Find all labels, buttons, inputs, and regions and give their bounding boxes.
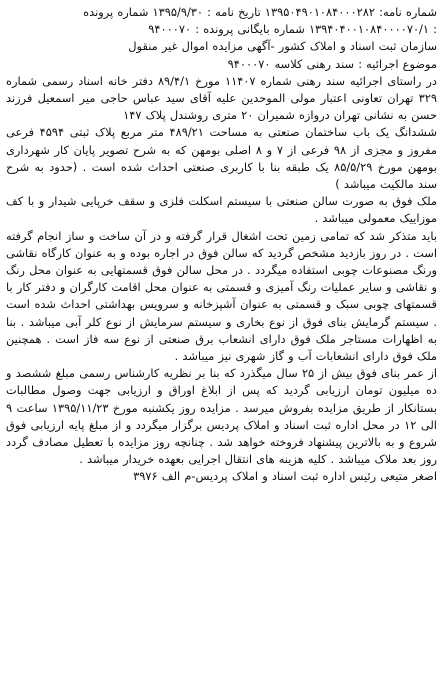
execution-subject: موضوع اجرائیه : سند رهنی کلاسه ۹۴۰۰۰۷۰ (227, 56, 437, 71)
letter-number-line: شماره نامه: ۱۳۹۵۰۴۹۰۱۰۸۴۰۰۰۲۸۲ تاریخ نامه : ۱۳۹۵/۹/۳۰ شماره پرونده (83, 5, 437, 19)
paragraph-auction-terms: از عمر بنای فوق بیش از ۲۵ سال میگذرد که بنا بر نظریه کارشناس رسمی مبلغ ششصد و ده میلیون تومان ارزیابی گردید که پس از ابلاغ اوراق و ارزیابی جهت وصول مطالبات بستانکار از طریق مزایده بفروش میرسد . مزایده روز یکشنبه مورخ ۱۳۹۵/۱۱/۲۳ ساعت ۹ الی ۱۲ در محل اداره ثبت اسناد و املاک پردیس برگزار میگردد و از مبلغ پایه ارزیابی فوق شروع و به بالاترین پیشنهاد فروخته خواهد شد . چنانچه روز مزایده با تعطیل مصادف گردد روز بعد ملاک میباشد . کلیه هزینه های انتقال اجرایی بعهده خریدار میباشد . (6, 366, 438, 467)
paragraph-property-description: ششدانگ یک باب ساختمان صنعتی به مساحت ۴۸۹/۲۱ متر مربع پلاک ثبتی ۴۵۹۴ فرعی مفروز و مجزی از ۹۸ فرعی از ۷ و ۸ اصلی بومهن که به شرح تصویر پایان کار شهرداری بومهن مورخ ۸۵/۵/۲۹ یک طبقه بنا با کاربری صنعتی احداث شده است . (حدود به شرح سند مالکیت میباشد ) (6, 125, 437, 192)
paragraph-execution-context: در راستای اجرائیه سند رهنی شماره ۱۱۴۰۷ مورخ ۸۹/۴/۱ دفتر خانه اسناد رسمی شماره ۳۲۹ تهران تعاونی اعتبار مولی الموحدین علیه آقای سید عباس حاجی میر اسمعیل فرزند حسن به نشانی تهران دروازه شمیران ۲۰ متری روشندل پلاک ۱۴۷ (6, 73, 438, 123)
signature-line: اصغر متیعی رئیس اداره ثبت اسناد و املاک پردیس-م الف ۳۹۷۶ (133, 469, 437, 484)
file-number-line: : ۱۳۹۴۰۴۰۰۱۰۸۴۰۰۰۰۷۰/۱ شماره بایگانی پرونده : ۹۴۰۰۰۷۰ (148, 22, 437, 37)
organization-title: سازمان ثبت اسناد و املاک کشور -آگهی مزایده اموال غیر منقول (128, 39, 437, 54)
paragraph-building-structure: ملک فوق به صورت سالن صنعتی با سیستم اسکلت فلزی و سقف خرپایی شیدار و با کف موزاییک معمولی میباشد . (6, 194, 437, 226)
paragraph-site-inspection: باید متذکر شد که تمامی زمین تحت اشغال قرار گرفته و در آن ساخت و ساز انجام گرفته است . در روز بازدید مشخص گردید که سالن فوق در اجاره بوده و به عنوان کارگاه نقاشی ورنگ مصنوعات چوبی استفاده میگردد . در محل سالن فوق قسمتهایی به عنوان محل رنگ و نقاشی و سایر عملیات رنگ آمیزی و قسمتی به عنوان محل اقامت کارگران و دفتر کار با قسمتهای چوبی سبک و قسمتی به عنوان آشپزخانه و سرویس بهداشتی احداث شده است . سیستم گرمایش بنای فوق از نوع بخاری و سیستم سرمایش از نوع کلر آبی میباشد . بنا به اظهارات مستاجر ملک فوق دارای انشعاب برق صنعتی از نوع سه فاز است . همچنین ملک فوق دارای انشعابات آب و گاز شهری نیز میباشد . (6, 228, 437, 364)
